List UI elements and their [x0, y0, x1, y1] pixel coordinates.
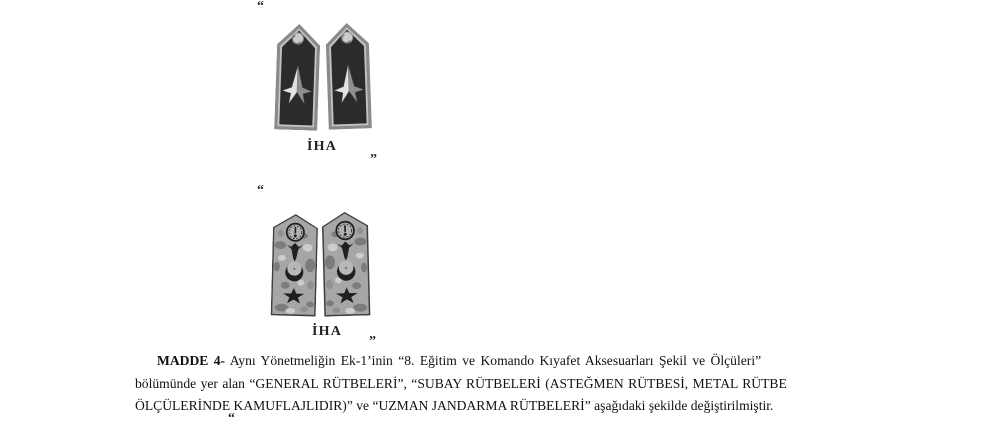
- figure2-caption: İHA: [311, 324, 343, 339]
- figure1-caption: İHA: [306, 139, 338, 154]
- paragraph-line-2: bölümünde yer alan “GENERAL RÜTBELERİ”, “SUBAY RÜTBELERİ (ASTEĞMEN RÜTBESİ, METAL RÜTBE: [135, 375, 787, 391]
- open-quote-figure1: “: [257, 0, 265, 14]
- madde-4-paragraph: [135, 350, 895, 418]
- paragraph-line-1: MADDE 4- Aynı Yönetmeliğin Ek-1’inin “8. Eğitim ve Komando Kıyafet Aksesuarları Şekil ve Ölçüleri”: [157, 353, 762, 368]
- button-icon: [341, 32, 353, 44]
- wreath-roundel-icon: [287, 223, 305, 241]
- wreath-roundel-icon: [336, 221, 354, 239]
- close-quote-figure1: ”: [370, 152, 378, 167]
- close-quote-figure2: ”: [369, 334, 377, 349]
- epaulette-camo-left: [271, 212, 319, 317]
- epaulette-dark-left: [274, 23, 321, 130]
- button-icon: [292, 33, 304, 45]
- madde-4-lead: MADDE 4-: [157, 353, 226, 368]
- epaulette-camo-right: [321, 211, 372, 316]
- epaulette-dark-right: [324, 22, 373, 130]
- paragraph-line-3: ÖLÇÜLERİNDE KAMUFLAJLIDIR)” ve “UZMAN JANDARMA RÜTBELERİ” aşağıdaki şekilde değiştirilmiştir.: [135, 398, 774, 413]
- open-quote-figure2: “: [257, 183, 265, 198]
- open-quote-next-block: “: [228, 411, 236, 426]
